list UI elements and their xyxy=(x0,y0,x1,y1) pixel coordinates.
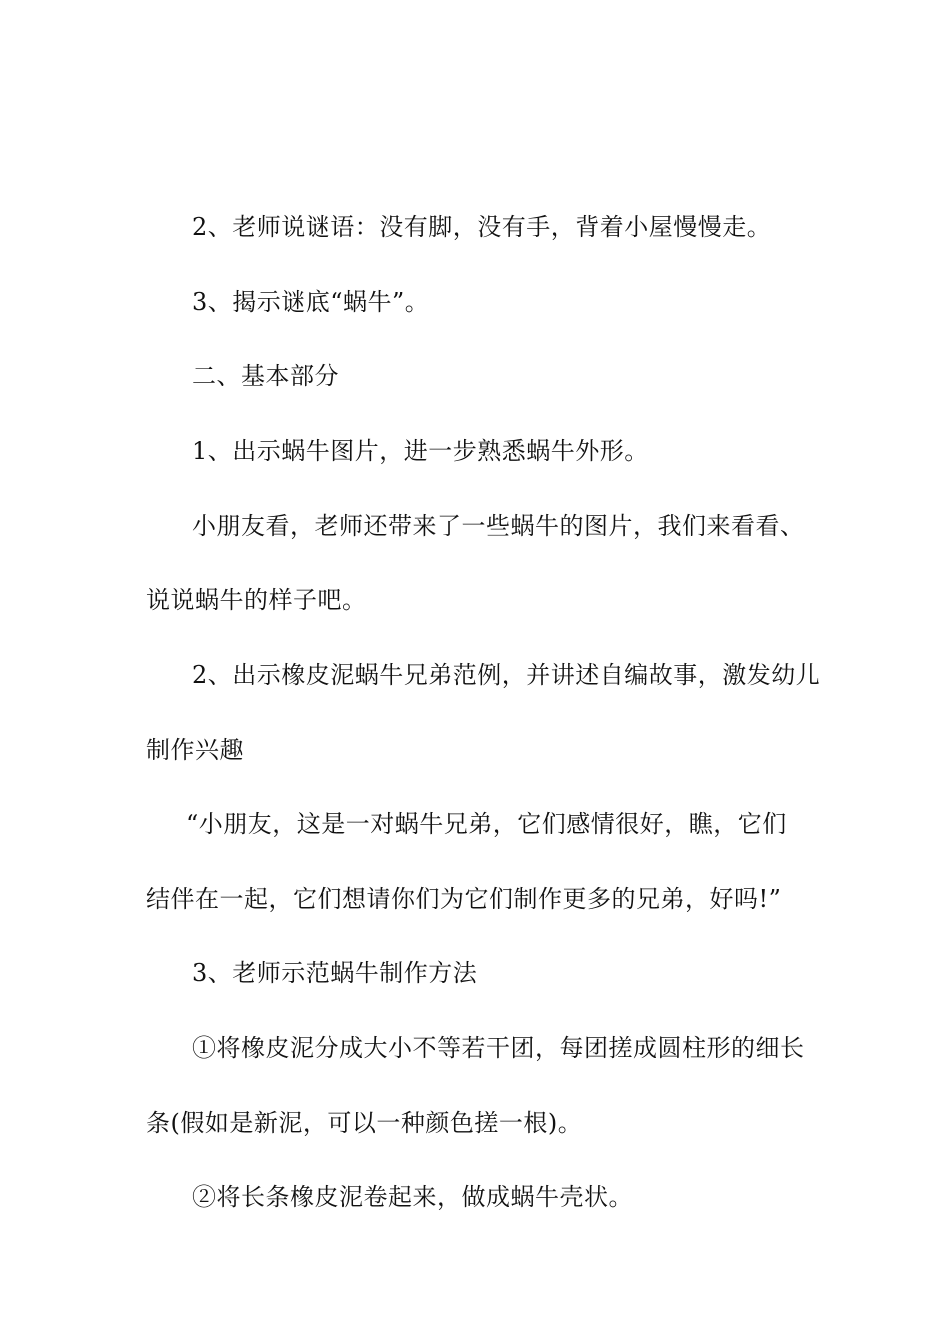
text-line-demo-method: 3、老师示范蜗牛制作方法 xyxy=(192,959,478,987)
text-line-paragraph-1b: 说说蜗牛的样子吧。 xyxy=(146,586,367,614)
text-line-step-2: ②将长条橡皮泥卷起来，做成蜗牛壳状。 xyxy=(192,1183,633,1211)
section-heading-basic-part: 二、基本部分 xyxy=(192,362,339,390)
text-line-quote-a: “小朋友，这是一对蜗牛兄弟，它们感情很好，瞧，它们 xyxy=(186,810,787,838)
text-line-paragraph-2a: 2、出示橡皮泥蜗牛兄弟范例，并讲述自编故事，激发幼儿 xyxy=(192,661,821,689)
text-line-step-1b: 条(假如是新泥，可以一种颜色搓一根)。 xyxy=(146,1109,583,1137)
text-line-step-1a: ①将橡皮泥分成大小不等若干团，每团搓成圆柱形的细长 xyxy=(192,1034,805,1062)
text-line-paragraph-2b: 制作兴趣 xyxy=(146,736,244,764)
text-line-riddle: 2、老师说谜语：没有脚，没有手，背着小屋慢慢走。 xyxy=(192,213,772,241)
text-line-show-pictures: 1、出示蜗牛图片，进一步熟悉蜗牛外形。 xyxy=(192,437,649,465)
text-line-paragraph-1a: 小朋友看，老师还带来了一些蜗牛的图片，我们来看看、 xyxy=(192,512,805,540)
text-line-reveal-answer: 3、揭示谜底“蜗牛”。 xyxy=(192,288,430,316)
text-line-quote-b: 结伴在一起，它们想请你们为它们制作更多的兄弟，好吗!” xyxy=(146,885,782,913)
